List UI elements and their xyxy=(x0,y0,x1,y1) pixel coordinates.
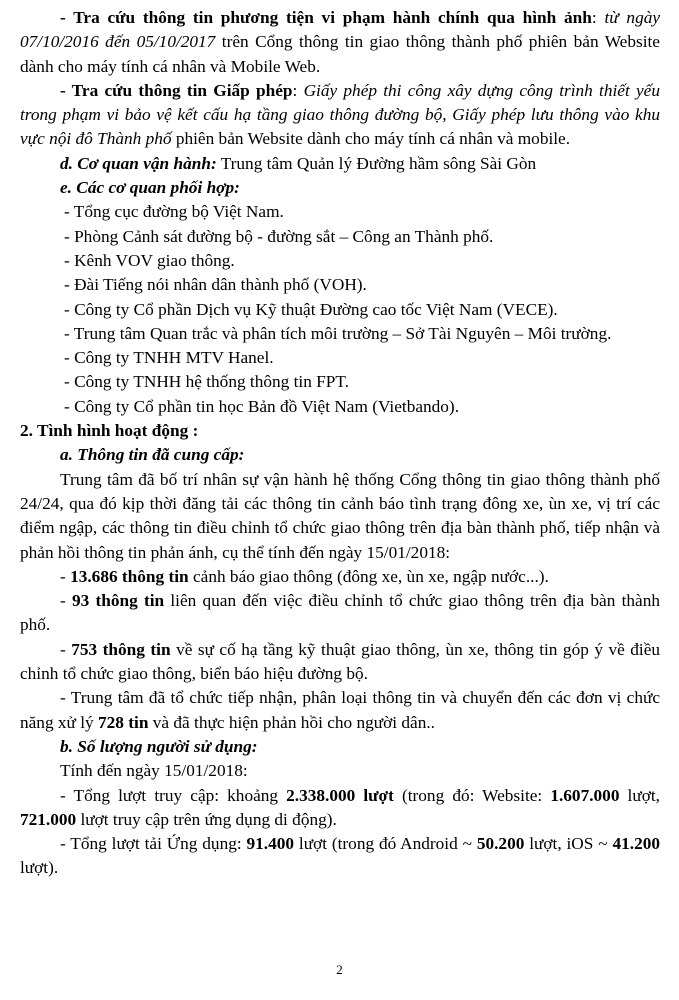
list-item: - Phòng Cảnh sát đường bộ - đường sắt – Công an Thành phố. xyxy=(64,226,494,246)
coordinating-agency-list xyxy=(20,200,660,419)
section-2b-heading xyxy=(20,735,660,759)
dl-ios: 41.200 xyxy=(612,834,660,854)
image-lookup-rest: trên Cổng thông tin giao thông thành phố phiên bản Website dành cho máy tính cá nhân và Mobile Web. xyxy=(20,32,660,76)
dl-rest: lượt). xyxy=(20,858,59,878)
dl-android: 50.200 xyxy=(476,834,525,854)
stat-processed-pre: - Trung tâm đã tổ chức tiếp nhận, phân loại thông tin và chuyển đến các đơn vị chức năng xử lý xyxy=(20,688,660,732)
stat-warnings-text: cảnh báo giao thông (đông xe, ùn xe, ngập nước...). xyxy=(188,566,549,586)
image-lookup-label: - Tra cứu thông tin phương tiện vi phạm hành chính qua hình ảnh xyxy=(60,8,592,27)
access-total: 2.338.000 lượt xyxy=(286,785,394,805)
list-item: - Công ty Cổ phần Dịch vụ Kỹ thuật Đường cao tốc Việt Nam (VECE). xyxy=(64,299,558,319)
stat-warnings-count: 13.686 thông tin xyxy=(70,566,189,586)
permit-lookup-label: - Tra cứu thông tin Giấp phép xyxy=(60,80,293,100)
access-mid2: lượt, xyxy=(619,785,660,805)
list-item: - Công ty TNHH MTV Hanel. xyxy=(64,348,274,368)
list-item: - Đài Tiếng nói nhân dân thành phố (VOH). xyxy=(64,275,367,295)
list-item: - Công ty TNHH hệ thống thông tin FPT. xyxy=(64,372,349,392)
section-2-heading: 2. Tình hình hoạt động : xyxy=(20,421,199,441)
stat-warnings xyxy=(20,565,660,589)
section-d-value: Trung tâm Quản lý Đường hầm sông Sài Gòn xyxy=(216,153,537,173)
stat-adjustments-count: 93 thông tin xyxy=(71,591,165,611)
access-mobile: 721.000 xyxy=(20,809,77,829)
list-item: - Trung tâm Quan trắc và phân tích môi trường – Sở Tài Nguyên – Môi trường. xyxy=(64,323,612,343)
dl-mid2: lượt, iOS ~ xyxy=(524,834,613,854)
list-item: - Tổng cục đường bộ Việt Nam. xyxy=(64,202,284,222)
page-number: 2 xyxy=(336,962,343,977)
image-lookup-colon: : xyxy=(591,8,605,27)
stat-processed-count: 728 tin xyxy=(98,712,149,732)
access-web: 1.607.000 xyxy=(550,785,620,805)
permit-lookup-permits: Giấy phép thi công xây dựng công trình thiết yếu trong phạm vi bảo vệ kết cấu hạ tầng giao thông đường bộ, Giấy phép lưu thông vào khu vực nội đô Thành phố xyxy=(20,80,660,149)
stat-adjustments-dash: - xyxy=(60,591,72,611)
document-page xyxy=(20,6,660,881)
access-rest: lượt truy cập trên ứng dụng di động). xyxy=(76,809,337,829)
section-2b-label: b. Số lượng người sử dụng: xyxy=(60,736,258,756)
section-2a-heading xyxy=(20,443,660,467)
dl-pre: - Tổng lượt tải Ứng dụng: xyxy=(60,834,247,854)
paragraph-permit-lookup xyxy=(20,79,660,152)
list-item: - Kênh VOV giao thông. xyxy=(64,250,235,270)
section-2a-intro: Trung tâm đã bố trí nhân sự vận hành hệ thống Cổng thông tin giao thông thành phố 24/24, qua đó kịp thời đăng tải các thông tin cảnh báo tình trạng đông xe, ùn xe, vị trí các điểm ngập, các thông tin điều chỉnh tổ chức giao thông trên địa bàn thành phố, tiếp nhận và phản hồi thông tin phản ánh, cụ thể tính đến ngày 15/01/2018: xyxy=(20,469,660,562)
section-d-label: d. Cơ quan vận hành: xyxy=(60,153,217,173)
stat-incidents-dash: - xyxy=(60,639,72,659)
stat-incidents xyxy=(20,638,660,687)
stat-adjustments xyxy=(20,589,660,638)
permit-lookup-rest: phiên bản Website dành cho máy tính cá nhân và mobile. xyxy=(171,129,571,149)
section-2a-label: a. Thông tin đã cung cấp: xyxy=(60,445,245,465)
dl-mid: lượt (trong đó Android ~ xyxy=(294,834,477,854)
stat-total-downloads xyxy=(20,832,660,881)
stat-processed xyxy=(20,686,660,735)
paragraph-image-lookup xyxy=(20,6,660,79)
usage-date-line: Tính đến ngày 15/01/2018: xyxy=(60,761,248,781)
stat-incidents-text: về sự cố hạ tầng kỹ thuật giao thông, ùn xe, thông tin góp ý về điều chỉnh tổ chức giao thông, biển báo hiệu đường bộ. xyxy=(20,639,661,684)
stat-adjustments-text: liên quan đến việc điều chỉnh tổ chức giao thông trên địa bàn thành phố. xyxy=(20,591,660,635)
stat-total-access xyxy=(20,784,660,833)
section-d-operator xyxy=(20,152,660,176)
list-item: - Công ty Cổ phần tin học Bản đồ Việt Nam (Vietbando). xyxy=(64,396,460,416)
image-lookup-dates: từ ngày 07/10/2016 đến 05/10/2017 xyxy=(20,8,661,52)
stat-processed-text: và đã thực hiện phản hồi cho người dân.. xyxy=(148,712,435,732)
section-e-label: e. Các cơ quan phối hợp: xyxy=(60,178,240,198)
access-pre: - Tổng lượt truy cập: khoảng xyxy=(60,785,287,805)
stat-incidents-count: 753 thông tin xyxy=(71,639,171,659)
dl-total: 91.400 xyxy=(246,834,295,854)
access-mid: (trong đó: Website: xyxy=(393,785,551,805)
permit-lookup-colon: : xyxy=(292,80,304,100)
section-e-heading xyxy=(20,176,660,200)
stat-warnings-dash: - xyxy=(60,566,71,586)
